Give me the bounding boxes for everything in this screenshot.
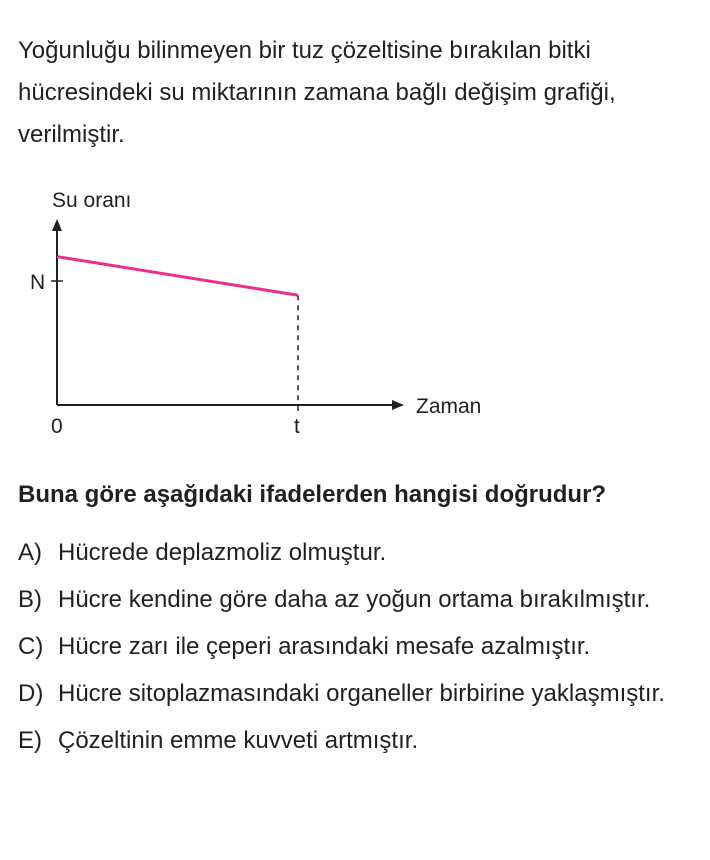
option-letter: D) xyxy=(18,680,44,707)
y-axis-label: Su oranı xyxy=(52,189,132,212)
option-e[interactable] xyxy=(18,721,678,761)
x-tick-label-origin: 0 xyxy=(51,415,63,438)
option-text: Hücre kendine göre daha az yoğun ortama bırakılmıştır. xyxy=(58,586,651,613)
option-text: Çözeltinin emme kuvveti artmıştır. xyxy=(58,727,419,754)
option-d[interactable] xyxy=(18,674,678,714)
option-b[interactable] xyxy=(18,580,678,620)
x-axis-label: Zaman xyxy=(416,395,482,418)
y-tick-label: N xyxy=(30,271,46,294)
option-letter: B) xyxy=(18,586,42,613)
option-text: Hücre zarı ile çeperi arasındaki mesafe azalmıştır. xyxy=(58,633,591,660)
option-text: Hücrede deplazmoliz olmuştur. xyxy=(58,539,387,566)
option-c[interactable] xyxy=(18,627,678,667)
option-letter: A) xyxy=(18,539,42,566)
option-letter: E) xyxy=(18,727,42,754)
answer-options xyxy=(18,533,678,768)
y-axis-arrow-icon xyxy=(52,219,62,231)
option-text: Hücre sitoplazmasındaki organeller birbirine yaklaşmıştır. xyxy=(58,680,665,707)
series-line xyxy=(57,257,298,296)
option-a[interactable] xyxy=(18,533,678,573)
x-tick-label-t: t xyxy=(294,415,300,438)
question-prompt: Buna göre aşağıdaki ifadelerden hangisi doğrudur? xyxy=(18,481,607,508)
option-letter: C) xyxy=(18,633,44,660)
water-ratio-chart xyxy=(0,175,560,445)
x-axis-arrow-icon xyxy=(392,400,404,410)
question-stem: Yoğunluğu bilinmeyen bir tuz çözeltisine bırakılan bitki hücresindeki su miktarının zamana bağlı değişim grafiği, verilmiştir. xyxy=(18,37,616,148)
